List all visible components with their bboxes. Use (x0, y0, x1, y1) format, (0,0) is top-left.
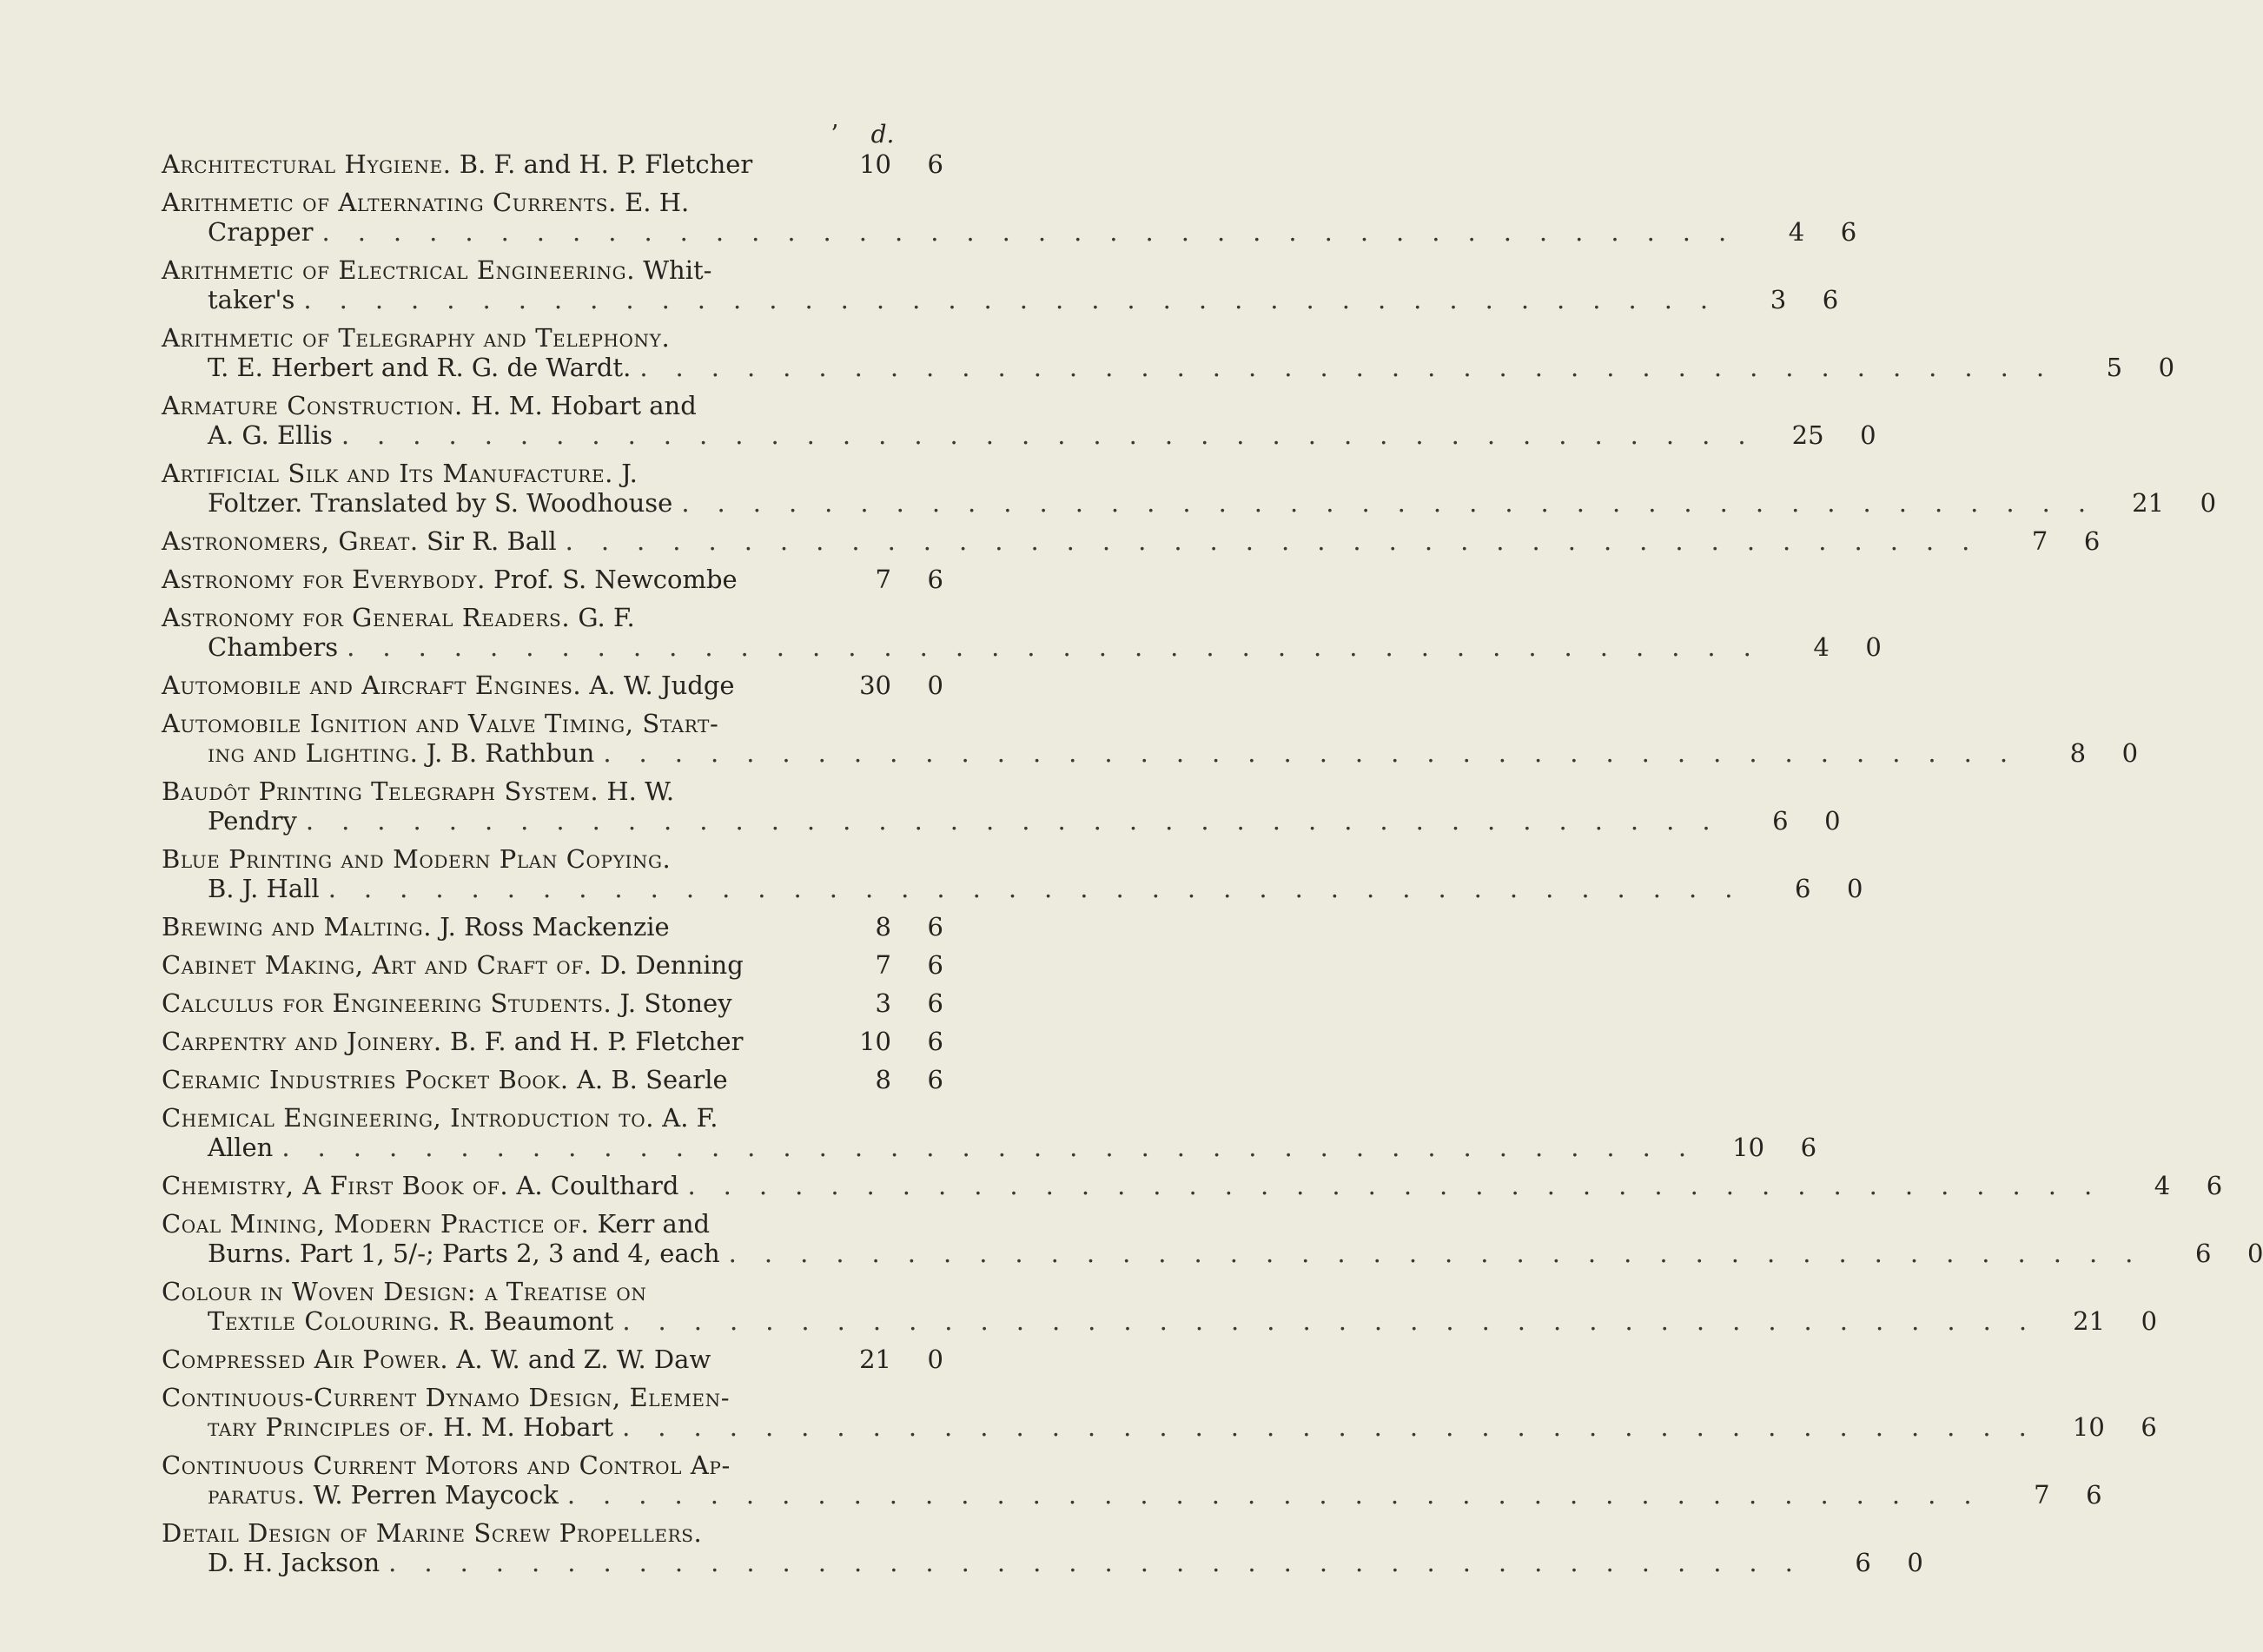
author-text: A. G. Ellis (208, 420, 333, 450)
leader-dots: ........................................ (328, 874, 1761, 903)
entry-text (162, 912, 670, 942)
price-pence: 0 (1907, 1548, 1923, 1577)
leader-dots: ........................................ (303, 285, 1737, 314)
price-pence: 0 (927, 671, 943, 700)
entry-text (208, 1239, 720, 1268)
price-pence: 6 (927, 950, 943, 980)
price-shillings: 8 (875, 912, 891, 942)
author-text: A. Coulthard (508, 1171, 679, 1200)
entry-line (162, 632, 1882, 662)
book-title: Continuous Current Motors and Control Ap- (162, 1450, 731, 1480)
entry-text (162, 1450, 731, 1480)
leader-dots: ........................................ (565, 526, 1998, 556)
book-entry (162, 776, 1841, 836)
entry-line (162, 565, 943, 594)
book-title: Architectural Hygiene. (162, 149, 452, 179)
entry-line (162, 323, 943, 353)
book-entry (162, 1345, 943, 1374)
entry-line (162, 420, 1876, 450)
book-entry (162, 1277, 2158, 1336)
entry-text (162, 1171, 678, 1200)
entry-text (208, 1548, 380, 1577)
price-pence: 0 (2200, 488, 2217, 518)
leader-dots: ........................................ (622, 1412, 2055, 1442)
book-entry (162, 844, 1863, 903)
entry-text (208, 1412, 613, 1442)
author-text: A. W. and Z. W. Daw (448, 1345, 711, 1374)
price-shillings: 6 (2194, 1239, 2212, 1268)
book-title: Chemistry, A First Book of. (162, 1171, 509, 1200)
price-shillings: 21 (859, 1345, 891, 1374)
price-shillings: 10 (859, 149, 891, 179)
price-shillings: 4 (1813, 632, 1830, 662)
author-text: J. Stoney (612, 988, 732, 1018)
entry-text (208, 1480, 559, 1510)
book-entry (162, 459, 2217, 518)
price-shillings: 7 (875, 950, 891, 980)
price-pence: 6 (927, 988, 943, 1018)
book-entry (162, 1383, 2157, 1442)
price-shillings: 10 (2072, 1412, 2105, 1442)
entry-text (208, 488, 672, 518)
book-title: Arithmetic of Alternating Currents. (162, 188, 617, 217)
price-shillings: 30 (859, 671, 891, 700)
entry-text (208, 420, 333, 450)
entry-line (162, 1383, 943, 1412)
entry-line (162, 1345, 943, 1374)
entry-line (162, 1239, 2263, 1268)
price-pence: 6 (927, 565, 943, 594)
author-text: D. Denning (592, 950, 744, 980)
book-entry (162, 671, 943, 700)
entry-line (162, 1133, 1817, 1162)
entry-line (162, 709, 943, 738)
book-title: paratus. (208, 1480, 306, 1510)
book-title: Artificial Silk and Its Manufacture. (162, 459, 613, 488)
book-title: Brewing and Malting. (162, 912, 433, 942)
book-entry (162, 603, 1882, 662)
price-shillings: 7 (875, 565, 891, 594)
book-entry (162, 1450, 2102, 1510)
price-shillings: 8 (875, 1065, 891, 1094)
book-title: Arithmetic of Electrical Engineering. (162, 255, 636, 285)
entry-line (162, 1171, 2223, 1200)
entry-text (208, 874, 320, 903)
author-text: D. H. Jackson (208, 1548, 380, 1577)
entry-line (162, 806, 1841, 836)
author-text: Prof. S. Newcombe (485, 565, 738, 594)
entry-line (162, 255, 943, 285)
entry-text (208, 353, 631, 382)
author-text: E. H. (616, 188, 690, 217)
book-title: Ceramic Industries Pocket Book. (162, 1065, 569, 1094)
author-text: B. F. and H. P. Fletcher (451, 149, 753, 179)
price-pence: 6 (2141, 1412, 2157, 1442)
book-title: Coal Mining, Modern Practice of. (162, 1209, 590, 1239)
price-pence: 6 (2083, 526, 2101, 556)
author-text: Allen (208, 1133, 274, 1162)
entry-text (208, 738, 594, 768)
entry-text (162, 565, 738, 594)
entry-line (162, 188, 943, 217)
book-title: Automobile Ignition and Valve Timing, Start- (162, 709, 719, 738)
book-entry (162, 912, 943, 942)
price-pence: 0 (2158, 353, 2175, 382)
book-title: Baudôt Printing Telegraph System. (162, 776, 599, 806)
leader-dots: ........................................ (728, 1239, 2161, 1268)
book-entry (162, 149, 943, 179)
price-shillings: 21 (2073, 1306, 2106, 1336)
entry-text (208, 632, 338, 662)
price-pence: 0 (2246, 1239, 2263, 1268)
book-entry (162, 1171, 2223, 1200)
price-pence: 0 (1865, 632, 1882, 662)
leader-dots: ........................................ (566, 1480, 2000, 1510)
book-entry (162, 565, 943, 594)
price-shillings: 10 (859, 1027, 891, 1056)
entry-text (162, 1518, 702, 1548)
leader-dots: ........................................ (347, 632, 1779, 662)
price-shillings: 6 (1794, 874, 1811, 903)
book-entry (162, 950, 943, 980)
author-text: Crapper (208, 217, 314, 247)
entry-line (162, 1065, 943, 1094)
price-pence: 6 (927, 1027, 943, 1056)
entry-text (162, 844, 671, 874)
leader-dots: ........................................ (341, 420, 1774, 450)
price-pence: 0 (927, 1345, 943, 1374)
book-title: Textile Colouring. (208, 1306, 441, 1336)
author-text: G. F. (570, 603, 635, 632)
author-text: B. F. and H. P. Fletcher (441, 1027, 744, 1056)
entry-text (208, 1306, 613, 1336)
entry-text (162, 988, 732, 1018)
shillings-column-mark: ʼ (830, 120, 838, 149)
author-text: A. F. (654, 1103, 718, 1133)
leader-dots: ........................................ (321, 217, 1755, 247)
entry-text (162, 1345, 711, 1374)
price-shillings: 5 (2106, 353, 2123, 382)
price-pence: 0 (1846, 874, 1863, 903)
leader-dots: ........................................ (622, 1306, 2055, 1336)
entry-line (162, 738, 2139, 768)
price-pence: 0 (1824, 806, 1841, 836)
book-entry (162, 391, 1876, 450)
book-title: Arithmetic of Telegraphy and Telephony. (162, 323, 671, 353)
book-title: Carpentry and Joinery. (162, 1027, 442, 1056)
book-title: Automobile and Aircraft Engines. (162, 671, 582, 700)
entry-line (162, 950, 943, 980)
author-text: W. Perren Maycock (305, 1480, 559, 1510)
author-text: Chambers (208, 632, 339, 662)
author-text: R. Beaumont (440, 1306, 614, 1336)
price-shillings: 6 (1855, 1548, 1871, 1577)
entry-line (162, 1209, 943, 1239)
price-shillings: 25 (1791, 420, 1824, 450)
entry-text (162, 323, 670, 353)
entry-text (162, 188, 689, 217)
book-title: ing and Lighting. (208, 738, 419, 768)
entry-line (162, 1306, 2158, 1336)
entry-line (162, 1548, 1923, 1577)
entry-line (162, 353, 2175, 382)
entry-line (162, 391, 943, 420)
entry-line (162, 988, 943, 1018)
entry-line (162, 1480, 2102, 1510)
price-shillings: 21 (2132, 488, 2165, 518)
author-text: Burns. Part 1, 5/-; Parts 2, 3 and 4, each (208, 1239, 720, 1268)
price-shillings: 4 (2154, 1171, 2171, 1200)
author-text: Sir R. Ball (418, 526, 557, 556)
entry-line (162, 459, 943, 488)
entry-text (162, 1383, 730, 1412)
book-title: Continuous-Current Dynamo Design, Elemen- (162, 1383, 731, 1412)
entry-text (162, 459, 638, 488)
author-text: T. E. Herbert and R. G. de Wardt. (208, 353, 632, 382)
author-text: A. B. Searle (568, 1065, 728, 1094)
book-title: Calculus for Engineering Students. (162, 988, 612, 1018)
column-header (830, 120, 900, 149)
price-pence: 6 (927, 1065, 943, 1094)
book-title: Cabinet Making, Art and Craft of. (162, 950, 592, 980)
author-text: H. M. Hobart and (462, 391, 697, 420)
entry-line (162, 1103, 943, 1133)
price-shillings: 7 (2031, 526, 2048, 556)
entry-text (162, 255, 711, 285)
book-title: Colour in Woven Design: a Treatise on (162, 1277, 647, 1306)
author-text: J. (612, 459, 638, 488)
entry-text (208, 285, 294, 314)
author-text: Kerr and (589, 1209, 711, 1239)
price-shillings: 7 (2034, 1480, 2050, 1510)
entry-line (162, 912, 943, 942)
leader-dots: ........................................ (639, 353, 2073, 382)
price-shillings: 3 (1770, 285, 1787, 314)
author-text: taker's (208, 285, 295, 314)
leader-dots: ........................................ (388, 1548, 1821, 1577)
book-entry (162, 1027, 943, 1056)
price-pence: 0 (1860, 420, 1876, 450)
price-shillings: 4 (1788, 217, 1805, 247)
entry-text (162, 1103, 718, 1133)
entry-line (162, 217, 1857, 247)
entry-text (162, 526, 557, 556)
author-text: J. B. Rathbun (418, 738, 595, 768)
price-pence: 6 (927, 912, 943, 942)
entry-text (162, 671, 735, 700)
entry-line (162, 844, 943, 874)
entry-text (162, 149, 752, 179)
author-text: A. W. Judge (581, 671, 735, 700)
price-pence: 0 (2121, 738, 2139, 768)
book-title: Compressed Air Power. (162, 1345, 449, 1374)
book-title: Chemical Engineering, Introduction to. (162, 1103, 655, 1133)
entry-line (162, 603, 943, 632)
entry-text (208, 217, 314, 247)
book-entry (162, 1209, 2263, 1268)
entry-text (162, 1065, 728, 1094)
entry-text (208, 806, 297, 836)
entry-line (162, 1412, 2157, 1442)
author-text: Foltzer. Translated by S. Woodhouse (208, 488, 673, 518)
book-entry (162, 1103, 1817, 1162)
entry-line (162, 1277, 943, 1306)
pence-column-header: d. (870, 120, 895, 149)
price-pence: 6 (2086, 1480, 2102, 1510)
book-entry (162, 188, 1857, 247)
entry-text (208, 1133, 273, 1162)
author-text: Whit- (635, 255, 712, 285)
entry-text (162, 950, 744, 980)
price-pence: 6 (1800, 1133, 1817, 1162)
book-entry (162, 526, 2101, 556)
book-list (162, 149, 2263, 1586)
book-title: Astronomy for General Readers. (162, 603, 571, 632)
price-shillings: 6 (1772, 806, 1789, 836)
price-shillings: 10 (1732, 1133, 1765, 1162)
book-title: Blue Printing and Modern Plan Copying. (162, 844, 672, 874)
entry-text (162, 603, 635, 632)
entry-line (162, 149, 943, 179)
author-text: B. J. Hall (208, 874, 320, 903)
book-title: Armature Construction. (162, 391, 463, 420)
book-title: Detail Design of Marine Screw Propellers. (162, 1518, 703, 1548)
book-title: Astronomy for Everybody. (162, 565, 486, 594)
book-entry (162, 323, 2175, 382)
price-pence: 0 (2141, 1306, 2158, 1336)
leader-dots: ........................................ (305, 806, 1738, 836)
entry-line (162, 1518, 943, 1548)
entry-line (162, 285, 1839, 314)
author-text: J. Ross Mackenzie (432, 912, 670, 942)
leader-dots: ........................................ (681, 488, 2114, 518)
book-entry (162, 988, 943, 1018)
entry-text (162, 709, 718, 738)
leader-dots: ........................................ (687, 1171, 2121, 1200)
entry-line (162, 488, 2217, 518)
leader-dots: ........................................ (603, 738, 2036, 768)
price-pence: 6 (927, 149, 943, 179)
entry-line (162, 1027, 943, 1056)
entry-text (162, 391, 697, 420)
book-entry (162, 1518, 1923, 1577)
entry-line (162, 776, 943, 806)
entry-line (162, 874, 1863, 903)
entry-text (162, 1209, 710, 1239)
price-pence: 6 (1822, 285, 1839, 314)
book-title: Astronomers, Great. (162, 526, 419, 556)
book-entry (162, 1065, 943, 1094)
price-shillings: 3 (875, 988, 891, 1018)
price-pence: 6 (2206, 1171, 2223, 1200)
price-pence: 6 (1840, 217, 1857, 247)
price-shillings: 8 (2069, 738, 2087, 768)
entry-text (162, 776, 674, 806)
entry-text (162, 1277, 646, 1306)
entry-line (162, 526, 2101, 556)
entry-line (162, 1450, 943, 1480)
entry-line (162, 671, 943, 700)
author-text: Pendry (208, 806, 297, 836)
author-text: H. W. (599, 776, 675, 806)
book-entry (162, 709, 2139, 768)
entry-text (162, 1027, 743, 1056)
leader-dots: ........................................ (281, 1133, 1715, 1162)
book-title: tary Principles of. (208, 1412, 435, 1442)
book-entry (162, 255, 1839, 314)
author-text: H. M. Hobart (434, 1412, 614, 1442)
